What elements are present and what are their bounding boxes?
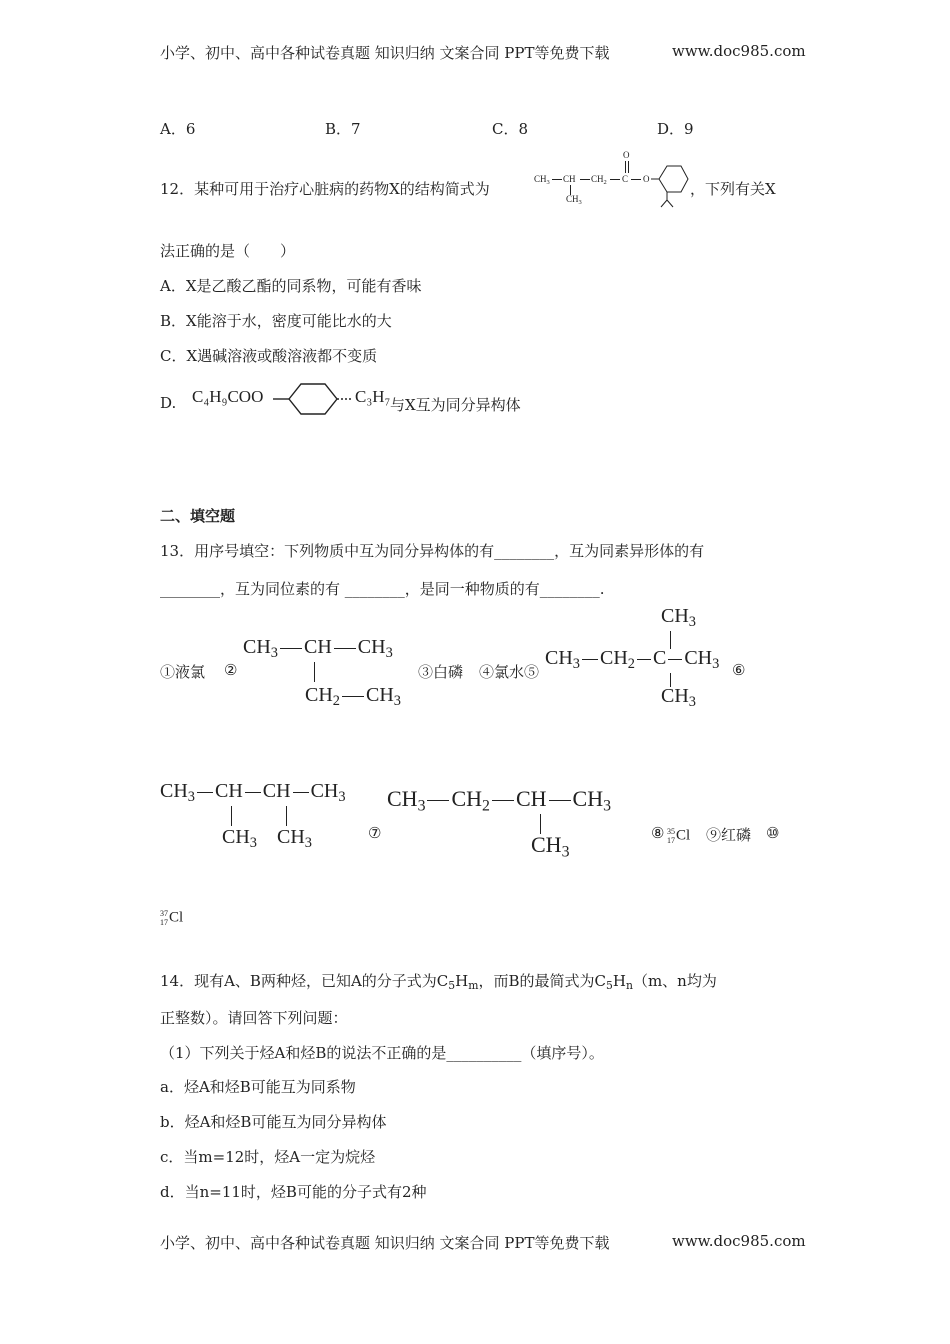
structure-6: $CH_3$ CH CH $CH_3$ $CH_3$ $CH_3$: [160, 780, 346, 852]
q12-cyclohexane-ring: [651, 160, 689, 210]
structure-7: $CH_3$ $CH_2$ CH $CH_3$ $CH_3$: [387, 786, 612, 861]
q12-option-c: C．X遇碱溶液或酸溶液都不变质: [160, 347, 378, 365]
q14-line-2: 正整数）。请回答下列问题：: [160, 1009, 348, 1027]
q13-item-6: ⑥: [732, 661, 746, 679]
q12-option-d-alkyl: C₃H₇: [355, 387, 391, 406]
q12-double-bond-b: [628, 161, 629, 173]
q14-option-a: a．烃A和烃B可能互为同系物: [160, 1078, 356, 1096]
q11-option-b: B．7: [325, 120, 361, 138]
structure-5: $CH_3$ $CH_3$ $CH_2$ C $CH_3$ $CH_3$: [545, 605, 720, 711]
header-url[interactable]: www.doc985.com: [672, 42, 806, 60]
q12-stem-cont: 法正确的是（ ）: [160, 242, 296, 260]
q13-item-7: ⑦: [368, 824, 382, 842]
q14-option-d: d．当n=11时，烃B可能的分子式有2种: [160, 1183, 427, 1201]
footer-banner: 小学、初中、高中各种试卷真题 知识归纳 文案合同 PPT等免费下载: [160, 1234, 610, 1252]
footer-url[interactable]: www.doc985.com: [672, 1232, 806, 1250]
q12-bond-3: [610, 179, 620, 180]
q12-option-d-ring: [273, 381, 355, 417]
q12-option-a: A．X是乙酸乙酯的同系物，可能有香味: [160, 277, 422, 295]
q13-item-3: ③白磷: [418, 663, 464, 681]
q12-bond-2: [580, 179, 590, 180]
q13-item-2: ②: [224, 661, 238, 679]
q12-option-d-text: 与X互为同分异构体: [390, 396, 521, 414]
q11-option-c: C．8: [492, 120, 529, 138]
q14-line-1: 14．现有A、B两种烃，已知A的分子式为$C_5H_m$，而B的最简式为$C_5H_n(m$、n均为: [160, 972, 717, 993]
q12-ch2: $CH_2$: [591, 174, 607, 186]
q13-item-1: ①液氯: [160, 663, 206, 681]
header-banner: 小学、初中、高中各种试卷真题 知识归纳 文案合同 PPT等免费下载: [160, 44, 610, 62]
q12-ch: CH: [563, 174, 576, 184]
q12-bond-4: [631, 179, 641, 180]
q12-branch-ch3: $CH_3$: [566, 194, 582, 206]
q13-item-9: ⑨红磷: [706, 826, 752, 844]
q12-double-bond-a: [625, 161, 626, 173]
isotope-cl37: 37 17Cl: [160, 909, 184, 927]
q14-option-b: b．烃A和烃B可能互为同分异构体: [160, 1113, 387, 1131]
q12-bond-1: [552, 179, 562, 180]
q12-ch3: $CH_3$: [534, 174, 550, 186]
q12-structure: [530, 150, 690, 210]
section-title: 二、填空题: [160, 507, 236, 525]
q13-item-8: ⑧: [651, 824, 665, 842]
q14-option-c: c．当m=12时，烃A一定为烷烃: [160, 1148, 376, 1166]
structure-2: $CH_3$ CH $CH_3$ $CH_2$ $CH_3$: [243, 636, 401, 710]
q14-part-1: （1）下列关于烃A和烃B的说法不正确的是__________（填序号）。: [160, 1044, 604, 1062]
q13-item-4-5: ④氯水⑤: [479, 663, 540, 681]
q12-o: O: [643, 174, 650, 184]
q12-option-b: B．X能溶于水，密度可能比水的大: [160, 312, 392, 330]
q13-line-1: 13．用序号填空：下列物质中互为同分异构体的有________，互为同素异形体的有: [160, 542, 705, 560]
q13-line-2: ________，互为同位素的有 ________，是同一种物质的有________.: [160, 580, 605, 598]
q11-option-d: D．9: [657, 120, 694, 138]
q13-item-10: ⑩: [766, 824, 780, 842]
q12-carbonyl-o: O: [623, 150, 630, 160]
q12-stem-after: ，下列有关X: [690, 180, 776, 198]
q12-c: C: [622, 174, 629, 184]
q12-option-d-ester: C₄H₉COO: [192, 387, 264, 406]
q11-option-a: A．6: [160, 120, 196, 138]
q12-option-d-label: D.: [160, 394, 177, 412]
q12-stem: 12．某种可用于治疗心脏病的药物X的结构简式为: [160, 180, 490, 198]
isotope-cl35: 35 17Cl: [667, 827, 691, 845]
